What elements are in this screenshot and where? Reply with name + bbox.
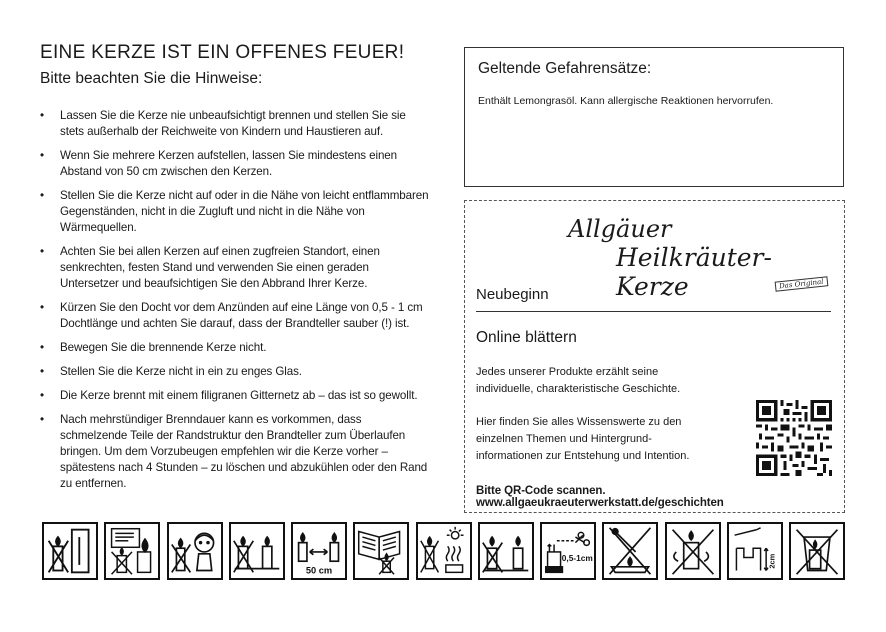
safety-section <box>40 42 430 500</box>
edge-height-icon <box>727 522 783 580</box>
hint-item: • Stellen Sie die Kerze nicht auf oder in die Nähe von leicht entflammbaren Gegenständen, nicht in die Zugluft und nicht in die Nähe von Wärmequellen. <box>40 188 430 236</box>
no-unattended-icon <box>42 522 98 580</box>
brand-line1: Allgäuer <box>568 215 672 243</box>
product-name: Neubeginn <box>476 286 549 303</box>
hint-item: • Lassen Sie die Kerze nie unbeaufsichtigt brennen und stellen Sie sie stets außerhalb der Reichweite von Kindern und Haustieren auf. <box>40 108 430 140</box>
brand-line2: Heilkräuter-Kerze <box>616 243 772 301</box>
hints-list <box>40 108 430 492</box>
no-matches-in-candle-icon <box>602 522 658 580</box>
distance-label: 50 cm <box>305 565 333 576</box>
no-moving-icon <box>665 522 721 580</box>
brand-logo <box>568 215 830 301</box>
hint-item: • Kürzen Sie den Docht vor dem Anzünden auf eine Länge von 0,5 - 1 cm Dochtlänge und achten Sie darauf, dass der Brandteller sauber (!) ist. <box>40 300 430 332</box>
no-narrow-glass-icon <box>789 522 845 580</box>
scan-instruction: Bitte QR-Code scannen. www.allgaeukraeuterwerkstatt.de/geschichten <box>476 485 724 509</box>
distance-icon <box>291 522 347 580</box>
hint-item: • Nach mehrstündiger Brenndauer kann es vorkommen, dass schmelzende Teile der Randstruktur den Brandteller zum Überlaufen bringen. Um dem Vorzubeugen empfehlen wir die Kerze vorher – spätestens nach 4 Stunden – zu löschen und abzukühlen oder den Rand zu entfernen. <box>40 412 430 492</box>
pictogram-row <box>42 522 845 584</box>
divider <box>476 311 831 312</box>
no-heat-source-icon <box>416 522 472 580</box>
info-text: Hier finden Sie alles Wissenswerte zu den einzelnen Themen und Hintergrund-informationen zur Entstehung und Intention. <box>476 416 690 462</box>
no-children-icon <box>167 522 223 580</box>
hint-item: • Bewegen Sie die brennende Kerze nicht. <box>40 340 430 356</box>
no-draft-icon <box>353 522 409 580</box>
hazard-box <box>464 47 844 187</box>
warning-title: EINE KERZE IST EIN OFFENES FEUER! <box>40 42 405 63</box>
edge-height-label: 2cm <box>767 553 777 569</box>
wick-length-label: 0,5-1cm <box>561 553 593 564</box>
wick-length-icon <box>540 522 596 580</box>
hint-item: • Die Kerze brennt mit einem filigranen Gitternetz ab – das ist so gewollt. <box>40 388 430 404</box>
hint-item: • Wenn Sie mehrere Kerzen aufstellen, lassen Sie mindestens einen Abstand von 50 cm zwischen den Kerzen. <box>40 148 430 180</box>
hint-item: • Stellen Sie die Kerze nicht in ein zu enges Glas. <box>40 364 430 380</box>
hazard-text: Enthält Lemongrasöl. Kann allergische Reaktionen hervorrufen. <box>478 95 774 107</box>
hint-item: • Achten Sie bei allen Kerzen auf einen zugfreien Standort, einen senkrechten, festen Stand und verwenden Sie einen geraden Untersetzer und beaufsichtigen Sie den Abbrand Ihrer Kerze. <box>40 244 430 292</box>
no-close-candles-icon <box>229 522 285 580</box>
brand-badge: Das Original <box>775 276 828 291</box>
story-text: Jedes unserer Produkte erzählt seine individuelle, charakteristische Geschichte. <box>476 366 681 395</box>
warning-subtitle: Bitte beachten Sie die Hinweise: <box>40 70 263 87</box>
product-card <box>464 200 845 513</box>
online-title: Online blättern <box>476 329 577 346</box>
qr-code-icon[interactable] <box>756 400 832 476</box>
no-flammable-icon <box>104 522 160 580</box>
hazard-title: Geltende Gefahrensätze: <box>478 60 652 77</box>
no-tilted-icon <box>478 522 534 580</box>
